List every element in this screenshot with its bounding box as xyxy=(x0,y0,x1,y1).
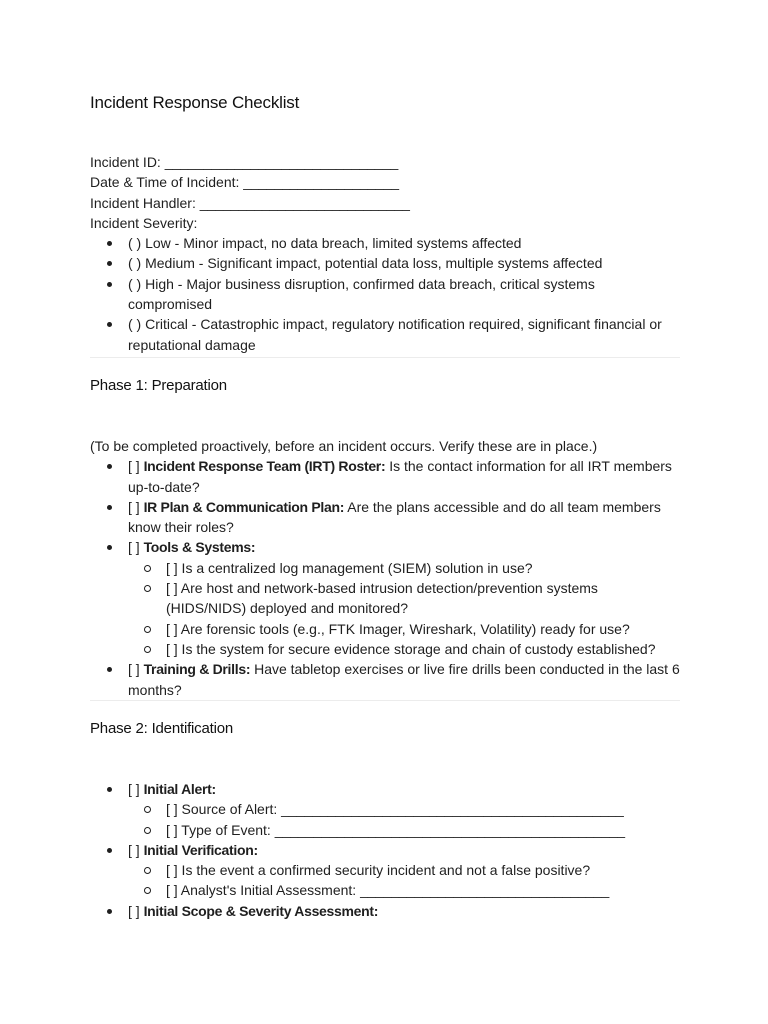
alert-subitems-list xyxy=(90,799,680,840)
bullet-icon xyxy=(107,787,112,792)
checklist-subitem-evidence-storage[interactable]: [ ] Is the system for secure evidence storage and chain of custody established? xyxy=(90,639,680,659)
section-divider xyxy=(90,700,680,701)
bullet-icon xyxy=(107,241,112,246)
checklist-item-initial-alert[interactable]: [ ] Initial Alert: [ ] Source of Alert: ____________________________________________ [ ] Type of Event: _____________________________________________ xyxy=(90,779,680,840)
bullet-icon xyxy=(107,848,112,853)
hollow-bullet-icon xyxy=(144,806,151,813)
phase1-checklist xyxy=(90,456,680,700)
checklist-subitem-analyst-assessment[interactable]: [ ] Analyst's Initial Assessment: ________________________________ xyxy=(90,880,680,900)
hollow-bullet-icon xyxy=(144,626,151,633)
checklist-item-tools-systems[interactable]: [ ] Tools & Systems: [ ] Is a centralized log management (SIEM) solution in use? [ ] Are host and network-based intrusion detection/prevention systems (HIDS/NIDS) deployed and monitored? [ ] Are forensic tools (e.g., FTK Imager, Wireshark, Volatility) ready for use? [ ] Is the system for secure evidence storage and chain of custody established? xyxy=(90,537,680,659)
hollow-bullet-icon xyxy=(144,585,151,592)
severity-option-low[interactable]: ( ) Low - Minor impact, no data breach, limited systems affected xyxy=(90,233,680,253)
checklist-subitem-event-type[interactable]: [ ] Type of Event: _____________________________________________ xyxy=(90,820,680,840)
bullet-icon xyxy=(107,909,112,914)
phase2-checklist xyxy=(90,779,680,921)
severity-options-list xyxy=(90,233,680,355)
bullet-icon xyxy=(107,261,112,266)
document-title: Incident Response Checklist xyxy=(90,93,300,112)
bullet-icon xyxy=(107,545,112,550)
hollow-bullet-icon xyxy=(144,867,151,874)
severity-option-high[interactable]: ( ) High - Major business disruption, confirmed data breach, critical systems compromised xyxy=(90,274,680,315)
bullet-icon xyxy=(107,322,112,327)
section-divider xyxy=(90,357,680,358)
hollow-bullet-icon xyxy=(144,565,151,572)
severity-option-critical[interactable]: ( ) Critical - Catastrophic impact, regulatory notification required, significant financial or reputational damage xyxy=(90,314,680,355)
phase2-section xyxy=(90,779,680,921)
incident-handler-field[interactable]: Incident Handler: ___________________________ xyxy=(90,194,410,211)
checklist-subitem-siem[interactable]: [ ] Is a centralized log management (SIEM) solution in use? xyxy=(90,558,680,578)
tools-subitems-list xyxy=(90,558,680,659)
checklist-subitem-alert-source[interactable]: [ ] Source of Alert: ____________________________________________ xyxy=(90,799,680,819)
bullet-icon xyxy=(107,667,112,672)
incident-datetime-field[interactable]: Date & Time of Incident: ____________________ xyxy=(90,174,400,191)
bullet-icon xyxy=(107,505,112,510)
checklist-subitem-forensic-tools[interactable]: [ ] Are forensic tools (e.g., FTK Imager, Wireshark, Volatility) ready for use? xyxy=(90,619,680,639)
checklist-item-scope-severity[interactable]: [ ] Initial Scope & Severity Assessment: xyxy=(90,901,680,921)
phase1-section xyxy=(90,436,680,700)
checklist-subitem-false-positive[interactable]: [ ] Is the event a confirmed security incident and not a false positive? xyxy=(90,860,680,880)
severity-option-medium[interactable]: ( ) Medium - Significant impact, potential data loss, multiple systems affected xyxy=(90,253,680,273)
checklist-item-irt-roster[interactable]: [ ] Incident Response Team (IRT) Roster: Is the contact information for all IRT members up-to-date? xyxy=(90,456,680,497)
incident-fields xyxy=(90,152,680,355)
bullet-icon xyxy=(107,464,112,469)
hollow-bullet-icon xyxy=(144,646,151,653)
phase2-heading: Phase 2: Identification xyxy=(90,720,233,737)
checklist-item-training-drills[interactable]: [ ] Training & Drills: Have tabletop exercises or live fire drills been conducted in the last 6 months? xyxy=(90,659,680,700)
hollow-bullet-icon xyxy=(144,887,151,894)
incident-severity-label: Incident Severity: xyxy=(90,214,198,231)
bullet-icon xyxy=(107,282,112,287)
verification-subitems-list xyxy=(90,860,680,901)
checklist-subitem-hids-nids[interactable]: [ ] Are host and network-based intrusion detection/prevention systems (HIDS/NIDS) deployed and monitored? xyxy=(90,578,680,619)
incident-id-field[interactable]: Incident ID: ______________________________ xyxy=(90,154,399,170)
checklist-item-initial-verification[interactable]: [ ] Initial Verification: [ ] Is the event a confirmed security incident and not a false positive? [ ] Analyst's Initial Assessment: ________________________________ xyxy=(90,840,680,901)
phase1-intro: (To be completed proactively, before an incident occurs. Verify these are in place.) xyxy=(90,438,598,454)
checklist-item-ir-plan[interactable]: [ ] IR Plan & Communication Plan: Are the plans accessible and do all team members know their roles? xyxy=(90,497,680,538)
hollow-bullet-icon xyxy=(144,827,151,834)
phase1-heading: Phase 1: Preparation xyxy=(90,377,227,394)
